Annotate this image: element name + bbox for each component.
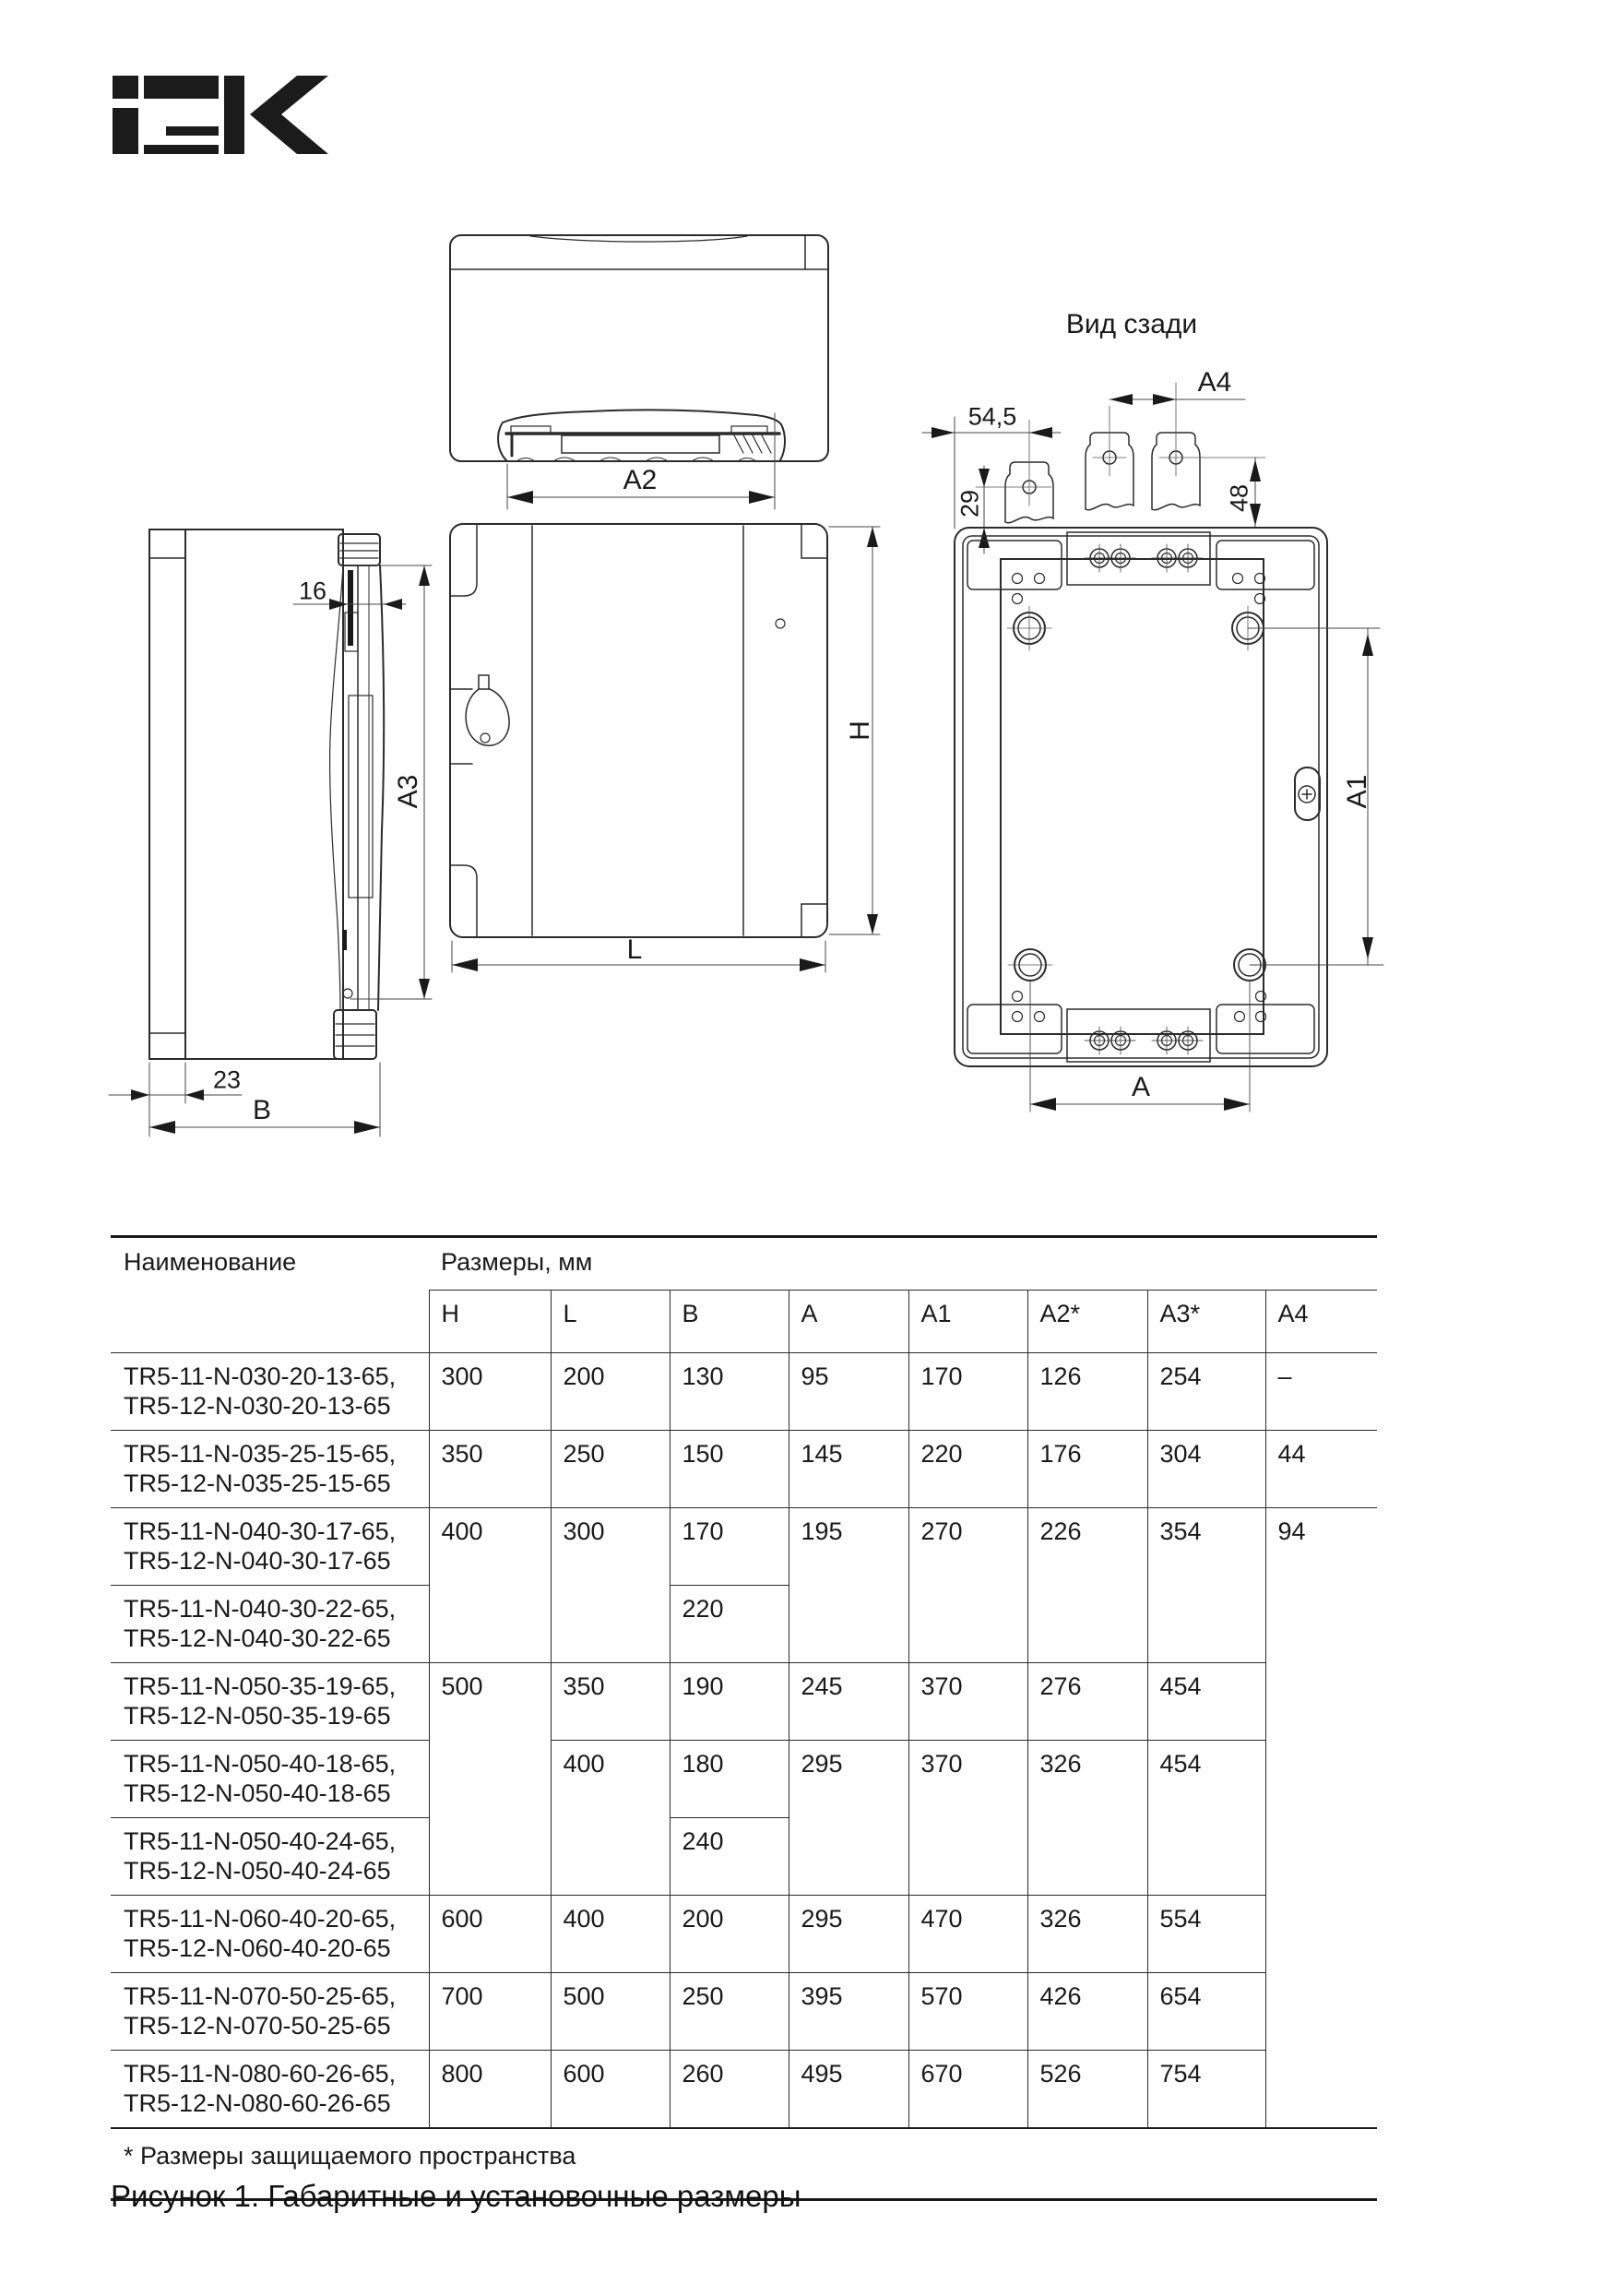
dim-value-cell: 670 — [908, 2051, 1027, 2129]
table-row — [111, 1663, 1377, 1741]
dim-value-cell: 95 — [789, 1353, 908, 1431]
table-footnote: * Размеры защищаемого пространства — [111, 2128, 1377, 2200]
dim-value-cell: 300 — [429, 1353, 551, 1431]
dim-value-cell: 276 — [1027, 1663, 1147, 1741]
front-view-drawing — [450, 524, 880, 972]
dim-value-cell: 700 — [429, 1973, 551, 2051]
dim-value-cell: 500 — [551, 1973, 670, 2051]
model-name-cell: TR5-11-N-080-60-26-65, TR5-12-N-080-60-26-65 — [111, 2051, 429, 2129]
table-row — [111, 1431, 1377, 1508]
column-header-a1: A1 — [908, 1291, 1027, 1353]
dim-value-cell: 180 — [670, 1741, 789, 1818]
dim-value-cell: 170 — [908, 1353, 1027, 1431]
dim-value-cell: 200 — [551, 1353, 670, 1431]
dim-value-cell: 126 — [1027, 1353, 1147, 1431]
dim-value-cell: 600 — [551, 2051, 670, 2129]
dim-value-cell: 800 — [429, 2051, 551, 2129]
column-header-a3: A3* — [1147, 1291, 1265, 1353]
dim-value-cell: 170 — [670, 1508, 789, 1586]
dim-value-cell: 454 — [1147, 1663, 1265, 1741]
dim-value-cell: 250 — [670, 1973, 789, 2051]
dim-value-cell: 245 — [789, 1663, 908, 1741]
rear-view-drawing — [922, 383, 1383, 1112]
dim-value-cell: 260 — [670, 2051, 789, 2129]
dim-label-23: 23 — [212, 1065, 242, 1094]
dim-value-cell: 200 — [670, 1896, 789, 1973]
dim-value-cell: 195 — [789, 1508, 908, 1663]
table-row — [111, 2051, 1377, 2129]
dim-value-cell: 470 — [908, 1896, 1027, 1973]
dim-label-29: 29 — [955, 489, 984, 518]
dim-value-cell: 226 — [1027, 1508, 1147, 1663]
dim-value-cell: 370 — [908, 1741, 1027, 1896]
dim-value-cell: 370 — [908, 1663, 1027, 1741]
dim-value-cell: 190 — [670, 1663, 789, 1741]
dim-value-cell: 145 — [789, 1431, 908, 1508]
dim-label-h: H — [845, 720, 875, 741]
dim-value-cell: 220 — [670, 1586, 789, 1663]
column-header-b: B — [670, 1291, 789, 1353]
model-name-cell: TR5-11-N-050-35-19-65, TR5-12-N-050-35-19-65 — [111, 1663, 429, 1741]
dim-value-cell: 220 — [908, 1431, 1027, 1508]
rear-view-title: Вид сзади — [1065, 309, 1198, 339]
dim-value-cell: 526 — [1027, 2051, 1147, 2129]
dim-label-545: 54,5 — [967, 402, 1017, 431]
column-header-a4: A4 — [1265, 1291, 1377, 1353]
model-name-cell: TR5-11-N-040-30-17-65, TR5-12-N-040-30-17-65 — [111, 1508, 429, 1586]
dim-value-cell: 654 — [1147, 1973, 1265, 2051]
table-row — [111, 1508, 1377, 1586]
dim-value-cell: 295 — [789, 1896, 908, 1973]
dim-value-cell: 426 — [1027, 1973, 1147, 2051]
hatch-lines — [734, 435, 771, 453]
dim-value-cell: 400 — [429, 1508, 551, 1663]
column-header-a: A — [789, 1291, 908, 1353]
dim-value-cell: 400 — [551, 1896, 670, 1973]
dim-value-cell: 600 — [429, 1896, 551, 1973]
table-row — [111, 1353, 1377, 1431]
dim-value-cell: 495 — [789, 2051, 908, 2129]
dim-value-cell: 300 — [551, 1508, 670, 1663]
dim-value-cell: 500 — [429, 1663, 551, 1896]
table-row — [111, 1896, 1377, 1973]
dim-value-cell: 754 — [1147, 2051, 1265, 2129]
dim-label-a4: A4 — [1197, 367, 1232, 398]
side-view-drawing — [109, 529, 432, 1136]
column-header-a2: A2* — [1027, 1291, 1147, 1353]
dim-label-a3: A3 — [393, 774, 423, 809]
dim-label-l: L — [626, 934, 643, 965]
rear-lock — [1295, 767, 1320, 820]
figure-caption: Рисунок 1. Габаритные и установочные размеры — [111, 2179, 801, 2213]
dim-value-cell: 270 — [908, 1508, 1027, 1663]
dim-value-cell: 570 — [908, 1973, 1027, 2051]
dim-value-cell: 150 — [670, 1431, 789, 1508]
small-holes — [1013, 574, 1266, 1022]
dim-value-cell: 240 — [670, 1818, 789, 1896]
model-name-cell: TR5-11-N-050-40-18-65, TR5-12-N-050-40-18-65 — [111, 1741, 429, 1818]
dim-label-16: 16 — [298, 577, 327, 605]
dim-value-cell: 250 — [551, 1431, 670, 1508]
model-name-cell: TR5-11-N-035-25-15-65, TR5-12-N-035-25-15-65 — [111, 1431, 429, 1508]
column-group-header: Размеры, мм — [441, 1248, 593, 1276]
terminal-knockouts-bottom — [1085, 1027, 1203, 1054]
dim-value-cell: 326 — [1027, 1896, 1147, 1973]
mounting-holes — [1007, 606, 1265, 981]
dim-value-cell: 350 — [551, 1663, 670, 1741]
model-name-cell: TR5-11-N-040-30-22-65, TR5-12-N-040-30-22-65 — [111, 1586, 429, 1663]
model-name-cell: TR5-11-N-030-20-13-65, TR5-12-N-030-20-13-65 — [111, 1353, 429, 1431]
dim-label-48: 48 — [1225, 483, 1253, 513]
dim-value-cell: 454 — [1147, 1741, 1265, 1896]
dim-value-cell: 304 — [1147, 1431, 1265, 1508]
dim-label-a1: A1 — [1342, 774, 1372, 809]
dim-value-cell: 295 — [789, 1741, 908, 1896]
dim-value-cell: 130 — [670, 1353, 789, 1431]
dim-label-a2: A2 — [623, 465, 658, 495]
model-name-cell: TR5-11-N-050-40-24-65, TR5-12-N-050-40-24-65 — [111, 1818, 429, 1896]
dim-value-cell: 400 — [551, 1741, 670, 1896]
model-name-cell: TR5-11-N-070-50-25-65, TR5-12-N-070-50-25-65 — [111, 1973, 429, 2051]
column-header-name: Наименование — [124, 1248, 297, 1276]
dim-value-cell: 354 — [1147, 1508, 1265, 1663]
table-row — [111, 1741, 1377, 1818]
dim-value-cell: 94 — [1265, 1508, 1377, 2129]
dim-value-cell: 254 — [1147, 1353, 1265, 1431]
column-header-h: H — [429, 1291, 551, 1353]
dim-value-cell: – — [1265, 1353, 1377, 1431]
table-row — [111, 1973, 1377, 2051]
model-name-cell: TR5-11-N-060-40-20-65, TR5-12-N-060-40-20-65 — [111, 1896, 429, 1973]
column-header-l: L — [551, 1291, 670, 1353]
dim-value-cell: 176 — [1027, 1431, 1147, 1508]
dim-label-b: B — [252, 1095, 272, 1125]
dim-value-cell: 326 — [1027, 1741, 1147, 1896]
dimensions-table — [111, 1235, 1377, 2201]
dim-value-cell: 44 — [1265, 1431, 1377, 1508]
table-body — [111, 1353, 1377, 2129]
dim-value-cell: 350 — [429, 1431, 551, 1508]
dim-label-a: A — [1131, 1072, 1151, 1102]
dim-value-cell: 554 — [1147, 1896, 1265, 1973]
dim-value-cell: 395 — [789, 1973, 908, 2051]
